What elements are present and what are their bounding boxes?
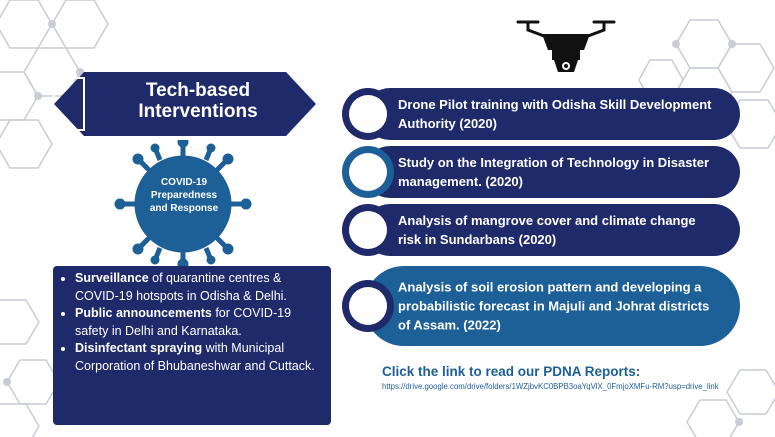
reports-link[interactable]: https://drive.google.com/drive/folders/1WZjbvKC0BPB3oaYqVlX_0FmjoXMFu-RM?usp=drive_link xyxy=(382,382,719,391)
initiative-text: Drone Pilot training with Odisha Skill Development Authority (2020) xyxy=(398,97,712,131)
item-circle xyxy=(342,204,394,256)
list-item xyxy=(75,270,321,305)
list-item-bold: Disinfectant spraying xyxy=(75,341,203,355)
initiative-item-technology-study xyxy=(342,146,740,198)
drone-icon xyxy=(514,16,618,76)
initiative-text: Analysis of mangrove cover and climate change risk in Sundarbans (2020) xyxy=(398,213,696,247)
initiative-item-drone-training xyxy=(342,88,740,140)
list-item-bold: Surveillance xyxy=(75,271,149,285)
item-circle xyxy=(342,88,394,140)
list-item xyxy=(75,305,321,340)
list-item-text: with Municipal Corporation of Bhubaneshwar and Cuttack. xyxy=(75,341,315,373)
initiative-text: Study on the Integration of Technology in Disaster management. (2020) xyxy=(398,155,710,189)
initiative-text: Analysis of soil erosion pattern and developing a probabilistic forecast in Majuli and Johrat districts of Assam. (2022) xyxy=(398,279,710,333)
initiative-item-soil-erosion xyxy=(342,266,740,346)
covid-activities-list xyxy=(53,266,331,425)
header-title: Tech-based Interventions xyxy=(138,80,258,122)
section-header xyxy=(48,72,316,136)
item-circle xyxy=(342,280,394,332)
initiative-item-mangrove-analysis xyxy=(342,204,740,256)
reports-title: Click the link to read our PDNA Reports: xyxy=(382,364,641,379)
covid-badge xyxy=(112,140,254,266)
list-item-text: of quarantine centres & COVID-19 hotspots in Odisha & Delhi. xyxy=(75,271,287,303)
list-item-bold: Public announcements xyxy=(75,306,212,320)
item-circle xyxy=(342,146,394,198)
list-item-text: for COVID-19 safety in Delhi and Karnataka. xyxy=(75,306,292,338)
list-item xyxy=(75,340,321,375)
covid-badge-label: COVID-19 Preparedness and Response xyxy=(149,177,219,214)
